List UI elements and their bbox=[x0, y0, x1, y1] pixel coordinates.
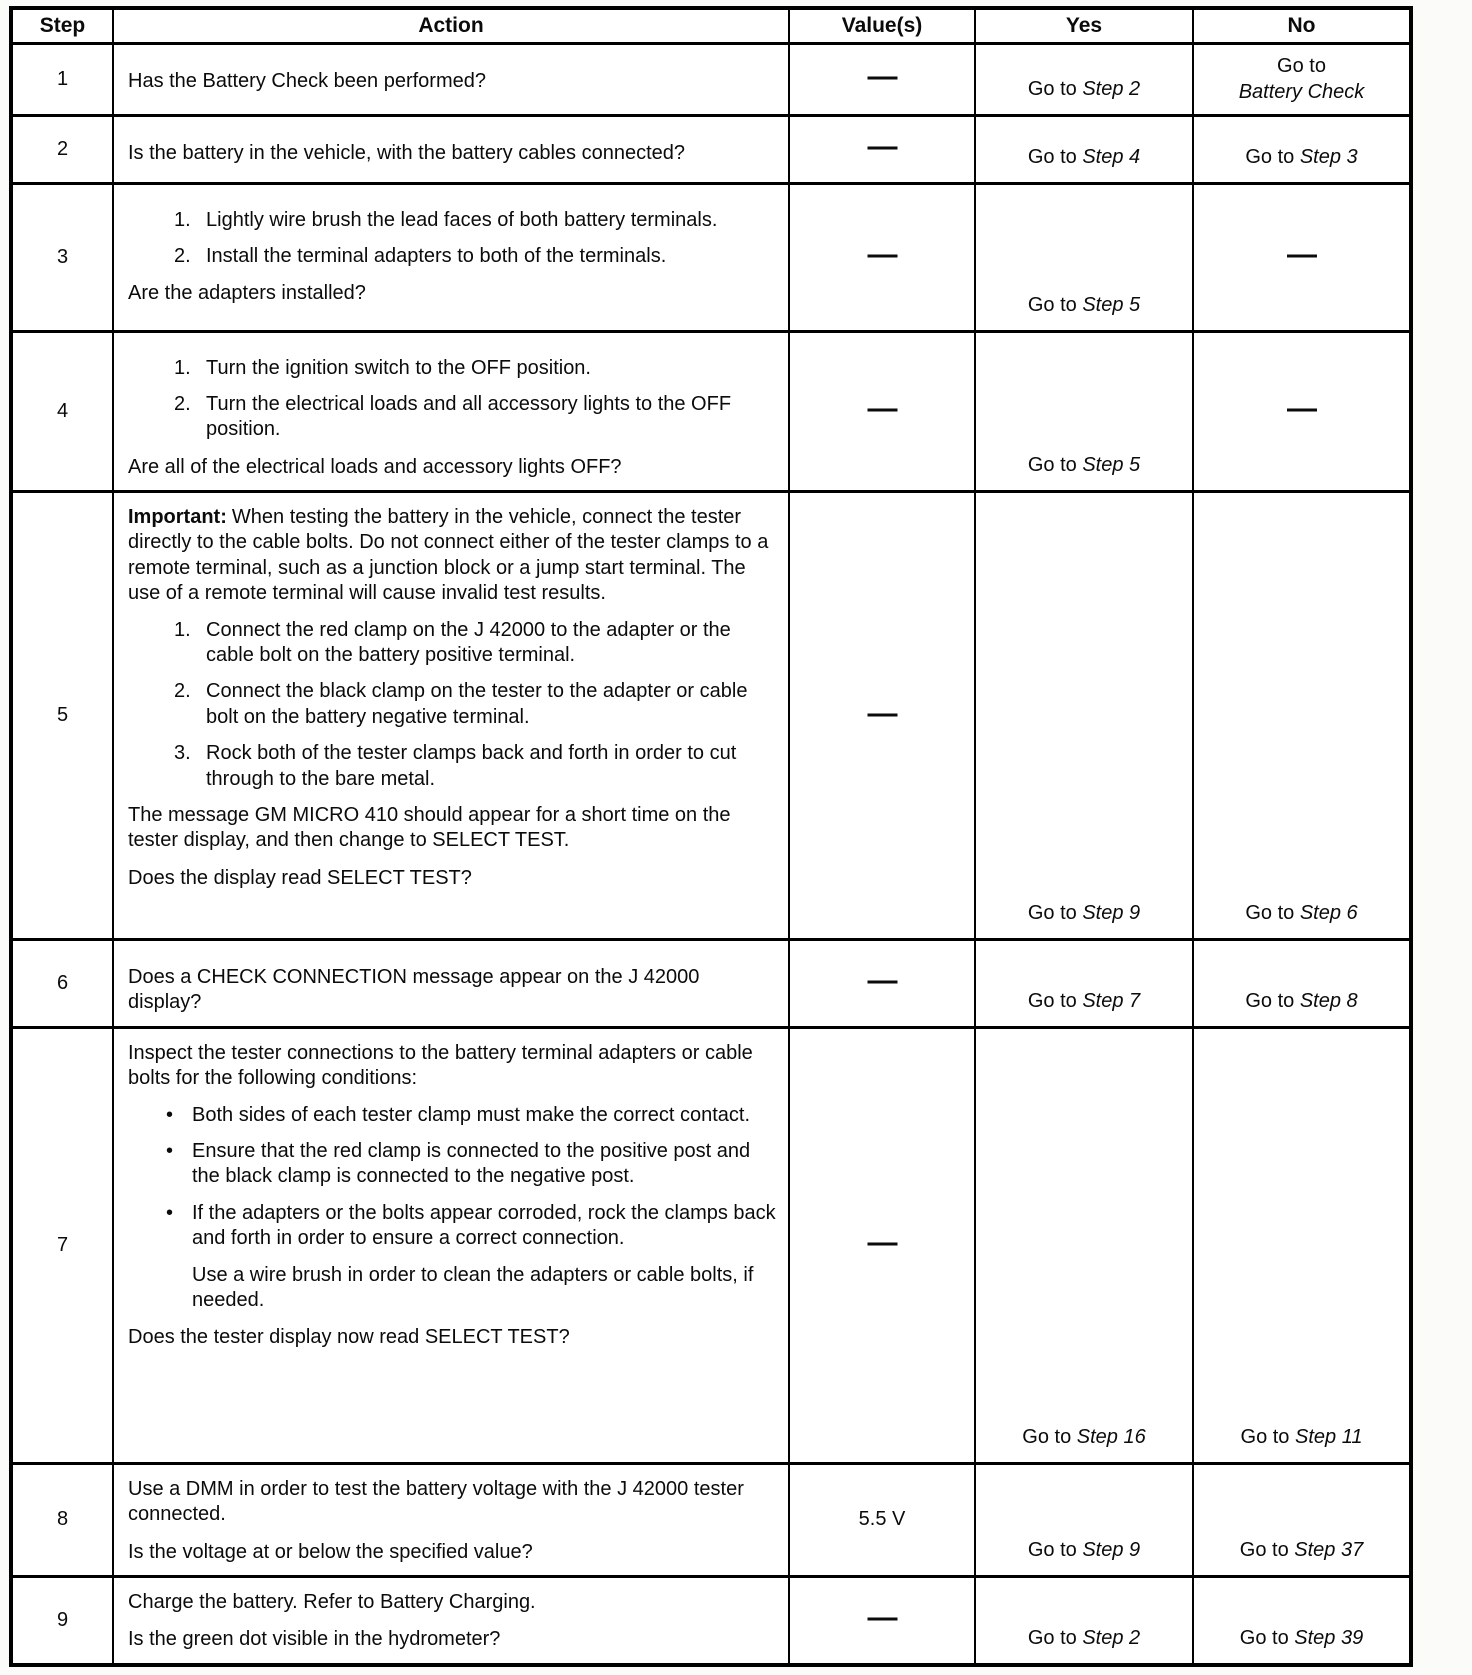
yes-line bbox=[980, 292, 1188, 318]
value-cell bbox=[789, 183, 975, 331]
step-number: 2 bbox=[11, 115, 113, 183]
yes-cell bbox=[975, 331, 1193, 492]
step-reference: Step 8 bbox=[1299, 989, 1358, 1012]
step-number: 4 bbox=[11, 331, 113, 492]
col-header-step: Step bbox=[11, 8, 113, 43]
yes-cell bbox=[975, 183, 1193, 331]
no-line bbox=[1198, 391, 1405, 425]
goto-text: Go to bbox=[1027, 1626, 1083, 1649]
no-cell bbox=[1193, 492, 1411, 940]
item-text: If the adapters or the bolts appear corroded, rock the clamps back and forth in order to ensure a correct connection. bbox=[192, 1201, 776, 1250]
step-number: 8 bbox=[11, 1463, 113, 1576]
step-number: 1 bbox=[11, 43, 113, 115]
paragraph-text: When testing the battery in the vehicle, connect the tester directly to the cable bolts. Do not connect either of the tester clamps to a remote terminal, such as a junction block or a jump start terminal. The use of a remote terminal will cause invalid test results. bbox=[128, 506, 769, 605]
goto-text: Go to bbox=[1027, 293, 1083, 316]
yes-cell bbox=[975, 43, 1193, 115]
action-cell bbox=[113, 1463, 789, 1576]
dash-mark: — bbox=[867, 696, 897, 730]
action-question: Are all of the electrical loads and accessory lights OFF? bbox=[128, 455, 622, 478]
yes-line bbox=[980, 988, 1188, 1014]
step-reference: Step 39 bbox=[1294, 1626, 1364, 1649]
goto-text: Go to bbox=[1245, 902, 1300, 925]
action-paragraph: Charge the battery. Refer to Battery Charging. bbox=[128, 1591, 536, 1614]
no-line bbox=[1198, 1424, 1405, 1450]
step-reference: Battery Check bbox=[1238, 81, 1365, 103]
dash-mark: — bbox=[867, 1226, 897, 1260]
item-number: 2. bbox=[174, 680, 191, 703]
value-cell bbox=[789, 331, 975, 492]
no-line bbox=[1198, 237, 1405, 271]
table-row bbox=[11, 1027, 1411, 1463]
step-reference: Step 3 bbox=[1299, 145, 1358, 168]
no-cell bbox=[1193, 115, 1411, 183]
step-reference: Step 16 bbox=[1076, 1425, 1146, 1448]
goto-text: Go to bbox=[1027, 77, 1083, 100]
table-row bbox=[11, 1463, 1411, 1576]
item-number: 1. bbox=[174, 208, 191, 231]
col-header-values: Value(s) bbox=[789, 8, 975, 43]
yes-line bbox=[980, 1537, 1188, 1563]
step-number: 6 bbox=[11, 940, 113, 1028]
action-question: Is the green dot visible in the hydrometer? bbox=[128, 1628, 501, 1651]
value-cell bbox=[789, 1463, 975, 1576]
dash-mark: — bbox=[1287, 391, 1316, 425]
yes-cell bbox=[975, 492, 1193, 940]
numbered-item bbox=[128, 618, 776, 669]
action-cell bbox=[113, 940, 789, 1028]
no-line bbox=[1198, 53, 1405, 79]
action-cell bbox=[113, 1027, 789, 1463]
col-header-no: No bbox=[1193, 8, 1411, 43]
yes-cell bbox=[975, 1463, 1193, 1576]
step-reference: Step 2 bbox=[1082, 77, 1141, 100]
table-row bbox=[11, 331, 1411, 492]
goto-text: Go to bbox=[1027, 454, 1083, 477]
goto-text: Go to bbox=[1027, 989, 1083, 1012]
item-text: Both sides of each tester clamp must make the correct contact. bbox=[192, 1103, 751, 1126]
item-text: Turn the ignition switch to the OFF position. bbox=[206, 356, 591, 379]
step-reference: Step 9 bbox=[1082, 1539, 1141, 1562]
no-line bbox=[1198, 79, 1405, 105]
action-question: Does a CHECK CONNECTION message appear on the J 42000 display? bbox=[128, 966, 700, 1014]
action-question: Has the Battery Check been performed? bbox=[128, 69, 486, 92]
table-row bbox=[11, 940, 1411, 1028]
action-cell bbox=[113, 492, 789, 940]
goto-text: Go to bbox=[1245, 145, 1300, 168]
value-cell bbox=[789, 1577, 975, 1665]
step-reference: Step 2 bbox=[1082, 1626, 1141, 1649]
step-reference: Step 5 bbox=[1082, 454, 1141, 477]
value-cell bbox=[789, 1027, 975, 1463]
table-row bbox=[11, 43, 1411, 115]
goto-text: Go to bbox=[1022, 1425, 1077, 1448]
no-cell bbox=[1193, 43, 1411, 115]
item-number: 2. bbox=[174, 244, 191, 267]
no-cell bbox=[1193, 1027, 1411, 1463]
yes-cell bbox=[975, 115, 1193, 183]
value-cell bbox=[789, 43, 975, 115]
yes-cell bbox=[975, 1027, 1193, 1463]
col-header-yes: Yes bbox=[975, 8, 1193, 43]
dash-mark: — bbox=[867, 60, 897, 93]
bullet-icon: • bbox=[166, 1201, 174, 1224]
item-text: Lightly wire brush the lead faces of both battery terminals. bbox=[206, 208, 718, 231]
step-number: 3 bbox=[11, 183, 113, 331]
bullet-item bbox=[128, 1201, 776, 1252]
numbered-item bbox=[128, 208, 776, 233]
bullet-icon: • bbox=[166, 1140, 174, 1163]
yes-line bbox=[980, 900, 1188, 926]
item-number: 1. bbox=[174, 356, 191, 379]
action-paragraph bbox=[128, 505, 776, 607]
item-text: Rock both of the tester clamps back and forth in order to cut through to the bare metal. bbox=[206, 742, 737, 790]
important-label: Important: bbox=[128, 506, 227, 529]
header-row bbox=[11, 8, 1411, 43]
numbered-item bbox=[128, 392, 776, 443]
goto-text: Go to bbox=[1277, 55, 1326, 77]
action-cell bbox=[113, 183, 789, 331]
dash-mark: — bbox=[867, 1601, 897, 1635]
value-text: 5.5 V bbox=[858, 1508, 906, 1531]
no-line bbox=[1198, 900, 1405, 926]
no-line bbox=[1198, 988, 1405, 1014]
action-question: Does the tester display now read SELECT TEST? bbox=[128, 1326, 570, 1349]
item-text: Ensure that the red clamp is connected to the positive post and the black clamp is connected to the negative post. bbox=[192, 1140, 751, 1188]
dash-mark: — bbox=[1287, 237, 1316, 271]
value-cell bbox=[789, 115, 975, 183]
yes-line bbox=[980, 144, 1188, 170]
numbered-item bbox=[128, 741, 776, 792]
action-paragraph: Use a DMM in order to test the battery voltage with the J 42000 tester connected. bbox=[128, 1477, 744, 1526]
dash-mark: — bbox=[867, 238, 897, 271]
table-row bbox=[11, 1577, 1411, 1665]
procedure-table bbox=[9, 6, 1413, 1667]
action-question: Are the adapters installed? bbox=[128, 282, 366, 305]
item-number: 2. bbox=[174, 392, 191, 415]
no-cell bbox=[1193, 183, 1411, 331]
no-cell bbox=[1193, 940, 1411, 1028]
action-question: Is the battery in the vehicle, with the battery cables connected? bbox=[128, 141, 685, 164]
value-cell bbox=[789, 492, 975, 940]
numbered-item bbox=[128, 356, 776, 381]
bullet-item bbox=[128, 1103, 776, 1128]
action-paragraph: The message GM MICRO 410 should appear for a short time on the tester display, and then change to SELECT TEST. bbox=[128, 803, 731, 852]
yes-line bbox=[980, 452, 1188, 478]
action-paragraph: Use a wire brush in order to clean the adapters or cable bolts, if needed. bbox=[192, 1263, 754, 1311]
step-reference: Step 5 bbox=[1082, 293, 1141, 316]
yes-line bbox=[980, 1625, 1188, 1651]
bullet-item bbox=[128, 1139, 776, 1190]
numbered-item bbox=[128, 244, 776, 269]
step-reference: Step 9 bbox=[1082, 902, 1141, 925]
item-text: Turn the electrical loads and all accessory lights to the OFF position. bbox=[206, 392, 732, 441]
step-number: 9 bbox=[11, 1577, 113, 1665]
no-line bbox=[1198, 1537, 1405, 1563]
step-number: 5 bbox=[11, 492, 113, 940]
goto-text: Go to bbox=[1027, 1539, 1083, 1562]
no-cell bbox=[1193, 331, 1411, 492]
step-reference: Step 11 bbox=[1295, 1425, 1363, 1448]
no-cell bbox=[1193, 1463, 1411, 1576]
action-cell bbox=[113, 331, 789, 492]
step-reference: Step 4 bbox=[1082, 145, 1141, 168]
goto-text: Go to bbox=[1239, 1539, 1295, 1562]
action-question: Does the display read SELECT TEST? bbox=[128, 866, 472, 889]
step-reference: Step 6 bbox=[1299, 902, 1358, 925]
value-cell bbox=[789, 940, 975, 1028]
action-cell bbox=[113, 43, 789, 115]
yes-cell bbox=[975, 1577, 1193, 1665]
table-row bbox=[11, 183, 1411, 331]
procedure-table-body bbox=[11, 43, 1411, 1665]
action-paragraph: Inspect the tester connections to the battery terminal adapters or cable bolts for the following conditions: bbox=[128, 1041, 753, 1090]
step-reference: Step 7 bbox=[1082, 989, 1141, 1012]
goto-text: Go to bbox=[1027, 902, 1083, 925]
goto-text: Go to bbox=[1245, 989, 1300, 1012]
yes-line bbox=[980, 1424, 1188, 1450]
yes-line bbox=[980, 76, 1188, 102]
item-text: Connect the red clamp on the J 42000 to the adapter or the cable bolt on the battery positive terminal. bbox=[206, 618, 731, 667]
table-row bbox=[11, 115, 1411, 183]
dash-mark: — bbox=[867, 964, 897, 998]
goto-text: Go to bbox=[1240, 1425, 1295, 1448]
item-text: Connect the black clamp on the tester to the adapter or cable bolt on the battery negative terminal. bbox=[206, 680, 748, 728]
yes-cell bbox=[975, 940, 1193, 1028]
dash-mark: — bbox=[867, 130, 897, 163]
step-number: 7 bbox=[11, 1027, 113, 1463]
col-header-action: Action bbox=[113, 8, 789, 43]
item-number: 3. bbox=[174, 742, 191, 765]
goto-text: Go to bbox=[1239, 1626, 1295, 1649]
action-question: Is the voltage at or below the specified value? bbox=[128, 1540, 533, 1563]
no-line bbox=[1198, 1625, 1405, 1651]
goto-text: Go to bbox=[1027, 145, 1083, 168]
numbered-item bbox=[128, 679, 776, 730]
no-line bbox=[1198, 144, 1405, 170]
bullet-icon: • bbox=[166, 1103, 174, 1126]
action-cell bbox=[113, 1577, 789, 1665]
step-reference: Step 37 bbox=[1294, 1539, 1364, 1562]
item-number: 1. bbox=[174, 618, 191, 641]
action-cell bbox=[113, 115, 789, 183]
item-text: Install the terminal adapters to both of the terminals. bbox=[206, 244, 667, 267]
dash-mark: — bbox=[867, 392, 897, 426]
no-cell bbox=[1193, 1577, 1411, 1665]
table-row bbox=[11, 492, 1411, 940]
